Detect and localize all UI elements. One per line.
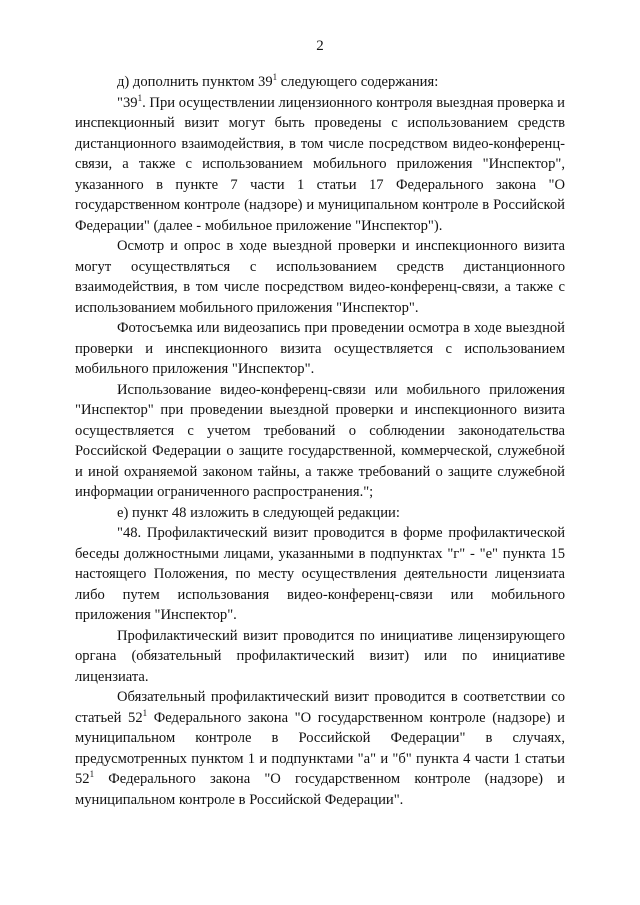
paragraph-mandatory-visit: Обязательный профилактический визит проводится в соответствии со статьей $52^1$ Федерального закона "О государственном контроле (надзоре) и муниципальном контроле в Российской Федерации" в случаях, предусмотренных пунктом 1 и подпунктами "а" и "б" пункта 4 части 1 статьи $52^1$ Федерального закона "О государственном контроле (надзоре) и муниципальном контроле в Российской Федерации". — [75, 689, 565, 808]
page-number: 2 — [316, 38, 324, 54]
paragraph-clause-39-1: "$39^1$. При осуществлении лицензионного контроля выездная проверка и инспекционный визит могут быть проведены с использованием средств дистанционного взаимодействия, в том числе посредством видео-конференц-связи, а также с использованием мобильного приложения "Инспектор", указанного в пункте 7 части 1 статьи 17 Федерального закона "О государственном контроле (надзоре) и муниципальном контроле в Российской Федерации" (далее - мобильное приложение "Инспектор"). — [75, 92, 565, 234]
paragraph-secrecy-requirements: Использование видео-конференц-связи или мобильного приложения "Инспектор" при проведении выездной проверки и инспекционного визита осуществляется с учетом требований о соблюдении законодательства Российской Федерации о защите государственной, коммерческой, служебной и иной охраняемой законом тайны, а также требований о защите служебной информации ограниченного распространения."; — [75, 381, 565, 500]
paragraph-photo-video: Фотосъемка или видеозапись при проведении осмотра в ходе выездной проверки и инспекционного визита осуществляется с использованием мобильного приложения "Инспектор". — [75, 320, 565, 377]
paragraph-clause-48: "48. Профилактический визит проводится в форме профилактической беседы должностными лицами, указанными в подпунктах "г" - "е" пункта 15 настоящего Положения, по месту осуществления деятельности лицензиата либо путем использования видео-конференц-связи или мобильного приложения "Инспектор". — [75, 525, 565, 623]
paragraph-amendment-d: д) дополнить пунктом $39^1$ следующего содержания: — [117, 72, 439, 90]
paragraph-inspection-interview: Осмотр и опрос в ходе выездной проверки и инспекционного визита могут осуществляться с использованием средств дистанционного взаимодействия, в том числе посредством видео-конференц-связи, а также с использованием мобильного приложения "Инспектор". — [75, 238, 565, 316]
paragraph-preventive-visit-initiative: Профилактический визит проводится по инициативе лицензирующего органа (обязательный профилактический визит) или по инициативе лицензиата. — [75, 627, 565, 685]
document-body — [75, 72, 565, 810]
paragraph-amendment-e: е) пункт 48 изложить в следующей редакции: — [117, 504, 400, 521]
